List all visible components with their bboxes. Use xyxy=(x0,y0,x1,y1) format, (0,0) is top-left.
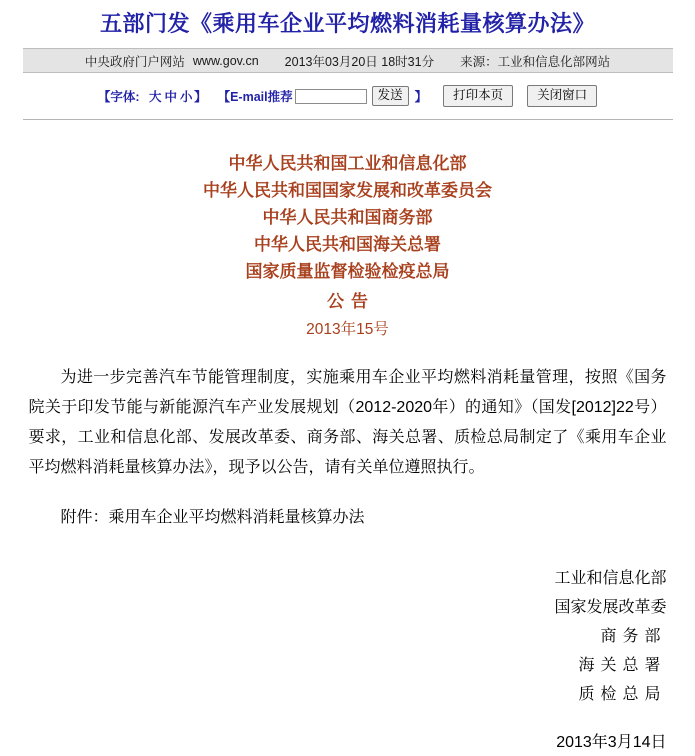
signatory-agency: 国家发展改革委 xyxy=(554,599,667,616)
email-recommend-label: E-mail推荐 xyxy=(230,90,293,104)
announcement-word: 公告 xyxy=(327,292,375,311)
print-page-button[interactable]: 打印本页 xyxy=(443,85,513,107)
meta-source-label: 来源： xyxy=(460,54,498,69)
font-bracket-close: 】 xyxy=(194,90,207,104)
meta-source-value: 工业和信息化部网站 xyxy=(497,54,611,69)
font-size-large-button[interactable]: 大 xyxy=(149,90,162,104)
email-bracket-open: 【 xyxy=(217,90,231,104)
meta-site-url: www.gov.cn xyxy=(192,53,259,68)
issuing-agency-line: 中华人民共和国商务部 xyxy=(262,208,433,227)
issuing-agency-line: 中华人民共和国国家发展和改革委员会 xyxy=(203,181,492,200)
meta-publish-datetime: 2013年03月20日 18时31分 xyxy=(284,54,435,69)
article-toolbar xyxy=(0,83,695,109)
page-title: 五部门发《乘用车企业平均燃料消耗量核算办法》 xyxy=(99,11,595,36)
email-recommend-input[interactable] xyxy=(295,89,367,104)
font-size-label: 字体: xyxy=(110,90,140,104)
signature-date: 2013年3月14日 xyxy=(556,734,667,751)
font-size-medium-button[interactable]: 中 xyxy=(164,90,178,104)
issuing-agency-line: 中华人民共和国工业和信息化部 xyxy=(228,154,467,173)
font-bracket-open: 【 xyxy=(97,90,111,104)
font-size-group xyxy=(98,87,207,105)
email-recommend-group xyxy=(218,86,428,106)
signature-block xyxy=(29,564,667,709)
email-bracket-close: 】 xyxy=(414,90,428,104)
issuing-agency-line: 国家质量监督检验检疫总局 xyxy=(245,262,450,281)
issuing-agencies-heading xyxy=(0,150,695,343)
signatory-agency: 海关总署 xyxy=(578,657,667,674)
signatory-agency: 商务部 xyxy=(600,628,667,645)
meta-site-name: 中央政府门户网站 xyxy=(84,54,185,69)
attachment-line: 附件：乘用车企业平均燃料消耗量核算办法 xyxy=(60,509,365,526)
document-number: 2013年15号 xyxy=(306,321,389,338)
issuing-agency-line: 中华人民共和国海关总署 xyxy=(254,235,441,254)
send-email-button[interactable]: 发送 xyxy=(372,86,409,106)
toolbar-divider xyxy=(23,119,673,120)
article-meta-bar xyxy=(23,48,673,73)
font-size-small-button[interactable]: 小 xyxy=(180,90,193,104)
body-paragraph: 为进一步完善汽车节能管理制度，实施乘用车企业平均燃料消耗量管理，按照《国务院关于印发节能与新能源汽车产业发展规划（2012-2020年）的通知》（国发[2012]22号）要求，工业和信息化部、发展改革委、商务部、海关总署、质检总局制定了《乘用车企业平均燃料消耗量核算办法》，现予以公告，请有关单位遵照执行。 xyxy=(28,369,667,476)
close-window-button[interactable]: 关闭窗口 xyxy=(527,85,597,107)
signatory-agency: 工业和信息化部 xyxy=(554,570,667,587)
document-body xyxy=(29,363,667,483)
signatory-agency: 质检总局 xyxy=(578,686,667,703)
